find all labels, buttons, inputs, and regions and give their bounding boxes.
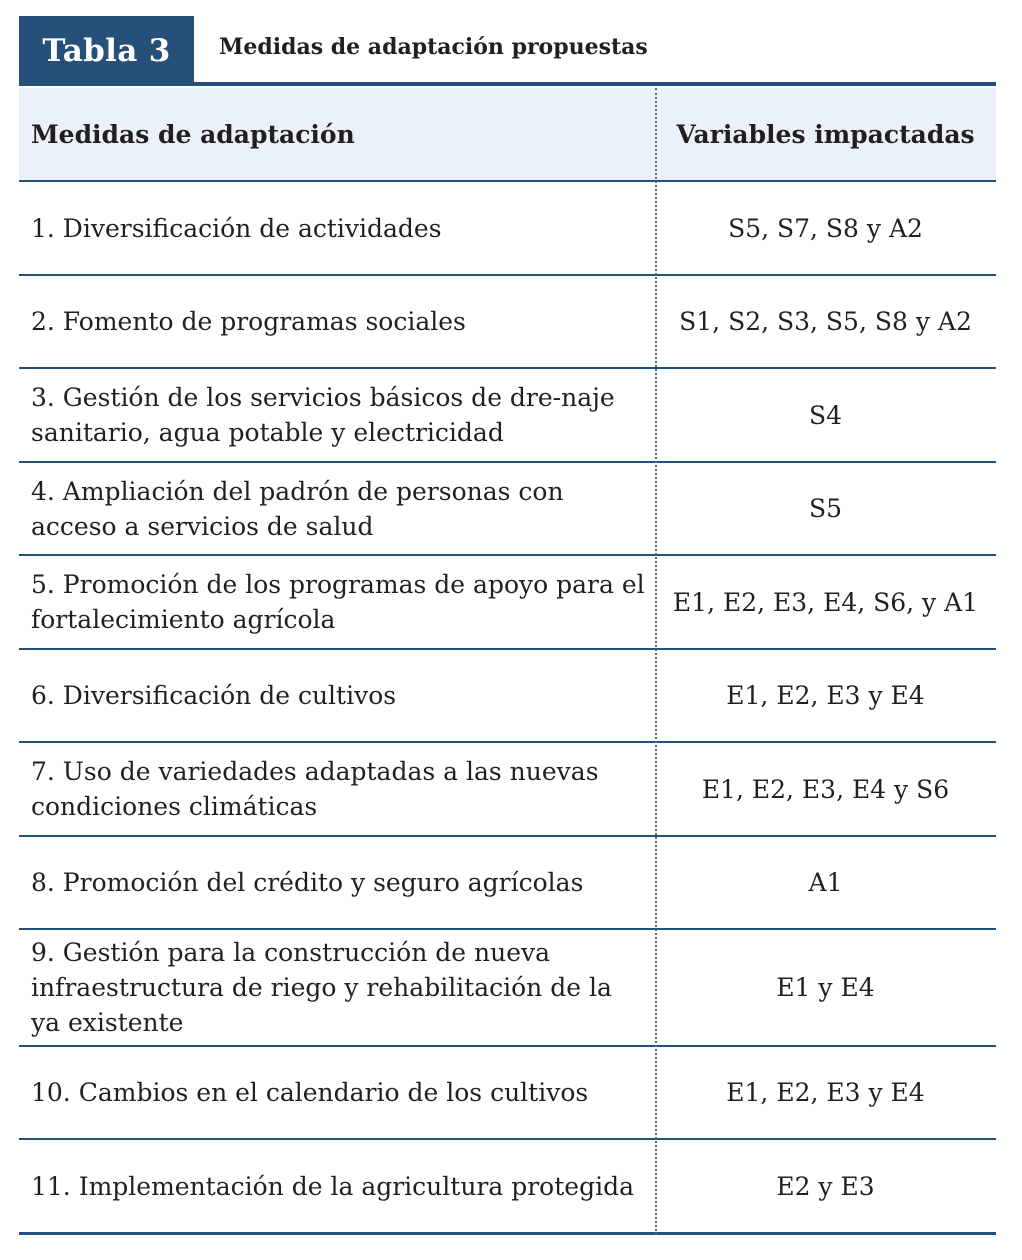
measure-cell: 10. Cambios en el calendario de los cultivos [31,1078,589,1107]
measure-cell: 11. Implementación de la agricultura protegida [31,1171,634,1201]
table-row [19,1047,996,1140]
variables-cell: E1, E2, E3 y E4 [726,681,925,710]
table-title: Medidas de adaptación propuestas [219,34,648,60]
variables-cell: E1, E2, E3, E4, S6, y A1 [672,587,979,617]
variables-cell: E1, E2, E3 y E4 [726,1078,925,1107]
measure-cell: 7. Uso de variedades adaptadas a las nuevas condiciones climáticas [31,757,599,821]
table-row [19,369,996,463]
column-divider [655,88,657,1235]
variables-cell: S5, S7, S8 y A2 [728,213,923,243]
header-variables: Variables impactadas [676,119,975,149]
measure-cell: 9. Gestión para la construcción de nueva infraestructura de riego y rehabilitación de la ya existente [31,938,612,1037]
measure-cell: 1. Diversificación de actividades [31,213,442,243]
variables-cell: A1 [808,868,843,897]
table-row [19,182,996,276]
adaptation-table [19,88,996,1235]
variables-cell: S5 [808,494,843,523]
table-caption [19,16,996,88]
table-row [19,1140,996,1235]
measure-cell: 3. Gestión de los servicios básicos de dre-naje sanitario, agua potable y electricidad [31,383,615,447]
measure-cell: 8. Promoción del crédito y seguro agrícolas [31,868,584,897]
measure-cell: 4. Ampliación del padrón de personas con acceso a servicios de salud [31,476,564,541]
table-row [19,276,996,369]
table-row [19,556,996,650]
variables-cell: E2 y E3 [776,1171,875,1201]
variables-cell: E1, E2, E3, E4 y S6 [701,774,950,804]
measure-cell: 2. Fomento de programas sociales [31,307,466,336]
table-number-tag: Tabla 3 [19,16,194,86]
header-measures: Medidas de adaptación [31,119,355,149]
table-row [19,463,996,556]
variables-cell: S4 [808,400,843,430]
caption-rule [19,82,996,86]
table-row [19,930,996,1047]
measure-cell: 6. Diversificación de cultivos [31,681,397,710]
table-header-row [19,88,996,182]
table-row [19,837,996,930]
measure-cell: 5. Promoción de los programas de apoyo para el fortalecimiento agrícola [31,570,645,634]
table-row [19,743,996,837]
variables-cell: E1 y E4 [776,973,875,1002]
table-row [19,650,996,743]
variables-cell: S1, S2, S3, S5, S8 y A2 [679,307,972,336]
